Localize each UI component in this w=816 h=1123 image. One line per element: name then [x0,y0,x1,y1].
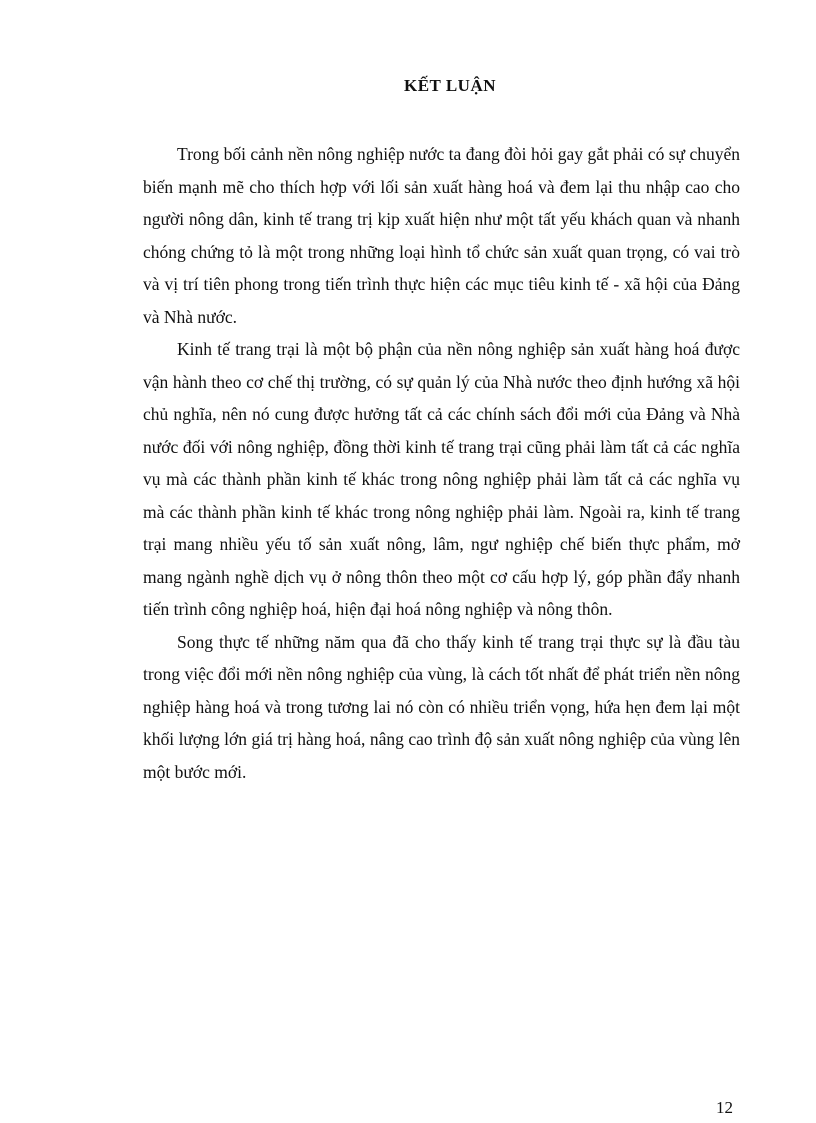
page-number: 12 [716,1098,733,1117]
paragraph-2: Kinh tế trang trại là một bộ phận của nền nông nghiệp sản xuất hàng hoá được vận hành theo cơ chế thị trường, có sự quản lý của Nhà nước theo định hướng xã hội chủ nghĩa, nên nó cung được hưởng tất cả các chính sách đổi mới của Đảng và Nhà nước đối với nông nghiệp, đồng thời kinh tế trang trại cũng phải làm tất cả các nghĩa vụ mà các thành phần kinh tế khác trong nông nghiệp phải làm tất cả các nghĩa vụ mà các thành phần kinh tế khác trong nông nghiệp phải làm. Ngoài ra, kinh tế trang trại mang nhiều yếu tố sản xuất nông, lâm, ngư nghiệp chế biến thực phẩm, mở mang ngành nghề dịch vụ ở nông thôn theo một cơ cấu hợp lý, góp phần đẩy nhanh tiến trình công nghiệp hoá, hiện đại hoá nông nghiệp và nông thôn. [143,339,740,619]
paragraph-3: Song thực tế những năm qua đã cho thấy kinh tế trang trại thực sự là đầu tàu trong việc đổi mới nền nông nghiệp của vùng, là cách tốt nhất để phát triển nền nông nghiệp hàng hoá và trong tương lai nó còn có nhiều triển vọng, hứa hẹn đem lại một khối lượng lớn giá trị hàng hoá, nâng cao trình độ sản xuất nông nghiệp của vùng lên một bước mới. [143,631,740,782]
page-title: KẾT LUẬN [403,76,496,95]
body-text [143,138,740,788]
paragraph-1: Trong bối cảnh nền nông nghiệp nước ta đang đòi hỏi gay gắt phải có sự chuyển biến mạnh mẽ cho thích hợp với lối sản xuất hàng hoá và đem lại thu nhập cao cho người nông dân, kinh tế trang trị kịp xuất hiện như một tất yếu khách quan và nhanh chóng chứng tỏ là một trong những loại hình tổ chức sản xuất quan trọng, có vai trò và vị trí tiên phong trong tiến trình thực hiện các mục tiêu kinh tế - xã hội của Đảng và Nhà nước. [143,144,740,327]
